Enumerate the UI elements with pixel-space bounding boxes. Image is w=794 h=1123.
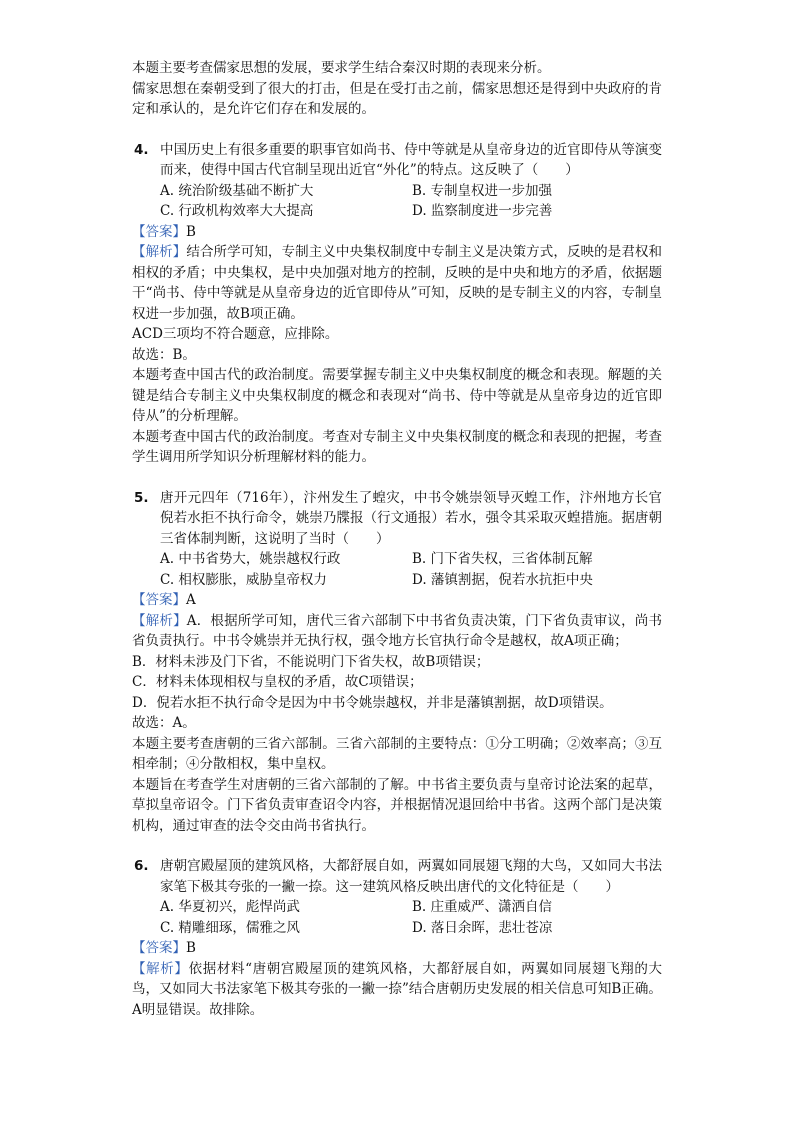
analysis-line: 本题考查中国古代的政治制度。考查对专制主义中央集权制度的概念和表现的把握，考查学生调用所学知识分析理解材料的能力。: [132, 428, 662, 465]
analysis-tag: 【解析】: [132, 244, 187, 260]
analysis-text: 结合所学可知，专制主义中央集权制度中专制主义是决策方式，反映的是君权和相权的矛盾；中央集权，是中央加强对地方的控制，反映的是中央和地方的矛盾，依据题干“尚书、侍中等就是从皇帝身边的近官即侍从”可知，反映的是专制主义的内容，专制皇权进一步加强，故B项正确。: [132, 244, 663, 322]
option-d: D. 监察制度进一步完善: [412, 203, 553, 219]
question-stem: 唐朝宫殿屋顶的建筑风格，大都舒展自如，两翼如同展翅飞翔的大鸟，又如同大书法家笔下极其夸张的一撇一捺。这一建筑风格反映出唐代的文化特征是（ ）: [160, 858, 662, 895]
intro-line-1: 本题主要考查儒家思想的发展，要求学生结合秦汉时期的表现来分析。: [132, 60, 551, 76]
analysis-line: [132, 242, 662, 324]
question-number: 4.: [134, 141, 149, 158]
analysis-line: 本题主要考查唐朝的三省六部制。三省六部制的主要特点：①分工明确；②效率高；③互相牵制；④分散相权，集中皇权。: [132, 735, 662, 772]
question-6: [132, 856, 662, 938]
answer-tag: 【答案】: [132, 592, 186, 608]
analysis-tag: 【解析】: [132, 612, 187, 629]
analysis-line: 故选：A。: [132, 715, 196, 731]
analysis-tag: 【解析】: [132, 960, 189, 977]
option-a: A. 中书省势大，姚崇越权行政: [160, 551, 341, 567]
question-stem: 唐开元四年（716年），汴州发生了蝗灾，中书令姚崇领导灭蝗工作，汴州地方长官倪若水拒不执行命令，姚崇乃牒报（行文通报）若水，强令其采取灭蝗措施。据唐朝三省体制判断，这说明了当时（ ）: [160, 489, 662, 547]
document-content: [132, 58, 662, 1020]
analysis-line: [132, 959, 662, 1000]
analysis-line: 本题考查中国古代的政治制度。需要掌握专制主义中央集权制度的概念和表现。解题的关键是结合专制主义中央集权制度的概念和表现对“尚书、侍中等就是从皇帝身边的近官即侍从”的分析理解。: [132, 367, 662, 424]
question-number: 6.: [134, 858, 149, 874]
answer-line: [132, 590, 662, 611]
analysis-line: C．材料未体现相权与皇权的矛盾，故C项错误；: [132, 674, 423, 690]
question-number: 5.: [134, 489, 149, 506]
option-a: A. 统治阶级基础不断扩大: [160, 182, 314, 199]
question-4: [132, 140, 662, 222]
answer-value: B: [186, 223, 196, 240]
option-a: A. 华夏初兴，彪悍尚武: [160, 899, 300, 915]
option-c: C. 精雕细琢，儒雅之风: [160, 919, 300, 936]
option-b: B. 庄重威严、潇洒自信: [412, 899, 553, 915]
analysis-line: B．材料未涉及门下省，不能说明门下省失权，故B项错误；: [132, 653, 490, 670]
analysis-line: 故选：B。: [132, 346, 196, 363]
analysis-line: ACD三项均不符合题意，应排除。: [132, 326, 339, 342]
option-c: C. 相权膨胀，威胁皇帝权力: [160, 571, 327, 588]
answer-value: A: [186, 592, 196, 608]
question-stem: 中国历史上有很多重要的职事官如尚书、侍中等就是从皇帝身边的近官即侍从等演变而来，使得中国古代官制呈现出近官“外化”的特点。这反映了（ ）: [160, 141, 662, 178]
answer-tag: 【答案】: [132, 940, 186, 956]
answer-line: [132, 222, 662, 243]
options: [160, 549, 662, 590]
intro-line-2: 儒家思想在秦朝受到了很大的打击，但是在受打击之前，儒家思想还是得到中央政府的肯定和承认的，是允许它们存在和发展的。: [132, 80, 662, 117]
options: [160, 897, 662, 938]
analysis-line: [132, 611, 662, 652]
analysis-text: A．根据所学可知，唐代三省六部制下中书省负责决策，门下省负责审议，尚书省负责执行。中书令姚崇并无执行权，强令地方长官执行命令是越权，故A项正确；: [132, 612, 663, 649]
answer-line: [132, 938, 662, 959]
options: [160, 181, 662, 222]
analysis-text: 依据材料“唐朝宫殿屋顶的建筑风格，大都舒展自如，两翼如同展翅飞翔的大鸟，又如同大书法家笔下极其夸张的一撇一捺”结合唐朝历史发展的相关信息可知B正确。: [132, 960, 663, 997]
option-d: D. 藩镇割据，倪若水抗拒中央: [412, 571, 593, 588]
option-d: D. 落日余晖，悲壮苍凉: [412, 919, 553, 936]
analysis-line: 本题旨在考查学生对唐朝的三省六部制的了解。中书省主要负责与皇帝讨论法案的起草，草拟皇帝诏令。门下省负责审查诏令内容，并根据情况退回给中书省。这两个部门是决策机构，通过审查的法令交由尚书省执行。: [132, 776, 662, 834]
option-c: C. 行政机构效率大大提高: [160, 203, 314, 219]
analysis-line: A明显错误。故排除。: [132, 1001, 264, 1018]
answer-value: B: [186, 940, 196, 956]
question-5: [132, 488, 662, 591]
analysis-line: D．倪若水拒不执行命令是因为中书令姚崇越权，并非是藩镇割据，故D项错误。: [132, 694, 613, 711]
answer-tag: 【答案】: [132, 223, 186, 240]
option-b: B. 门下省失权，三省体制瓦解: [412, 551, 593, 567]
option-b: B. 专制皇权进一步加强: [412, 182, 553, 199]
